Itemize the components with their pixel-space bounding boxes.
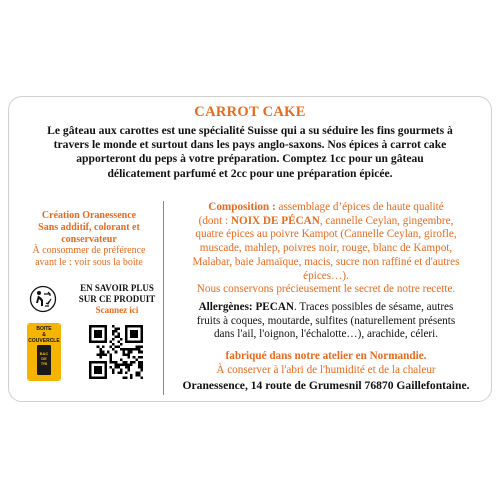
scan-here: Scannez ici	[95, 305, 139, 315]
bin-line-2: DE	[41, 356, 47, 361]
allergen-highlight: NOIX DE PÉCAN	[230, 214, 320, 227]
sorting-badge	[27, 323, 61, 381]
sorting-bin-icon	[37, 345, 51, 375]
made-in: fabriqué dans notre atelier en Normandie.	[225, 350, 427, 363]
product-title: CARROT CAKE	[194, 104, 306, 120]
triman-recycling-icon	[29, 285, 57, 313]
best-before-line-2: avant le : voir sous la boite	[35, 257, 143, 269]
composition-line-3: quatre épices au poivre Kampot (Cannelle Ceylan, girofle,	[195, 228, 457, 241]
composition-line-4: muscade, mahlep, poivres noir, rouge, blanc de Kampot,	[199, 242, 453, 255]
more-info-line-2: SUR CE PRODUIT	[78, 294, 156, 304]
composition-line-7: Nous conservons précieusement le secret de notre recette.	[196, 283, 456, 296]
intro-line-3: apporteront du peps à votre préparation. Comptez 1cc pour un gâteau	[76, 152, 424, 166]
composition-label: Composition :	[208, 201, 276, 213]
allergens-text-1: . Traces possibles de sésame, autres	[293, 300, 454, 313]
composition-line-2	[171, 215, 481, 229]
badge-line-3: COUVERCLE	[28, 338, 60, 344]
allergens-line-1	[171, 301, 481, 315]
bin-text	[37, 351, 51, 366]
product-details	[171, 201, 481, 377]
badge-line-2: &	[42, 332, 46, 338]
badge-line-1: BOITE	[36, 326, 52, 332]
brand-name: Création Oranessence	[41, 210, 137, 221]
intro-line-1: Le gâteau aux carottes est une spécialité Suisse qui a su séduire les fins gourmets à	[47, 124, 453, 137]
more-info	[71, 283, 163, 316]
claim-line-2: conservateur	[61, 233, 117, 245]
intro-line-2: travers le monde et surtout dans les pays anglo-saxons. Nos épices à carrot cake	[53, 138, 447, 152]
column-divider	[163, 201, 164, 395]
allergens-line-3: dans l'ail, l'oignon, l'échalotte…), arachide, céleri.	[213, 328, 439, 341]
product-description	[21, 124, 479, 181]
intro-line-4: délicatement parfumé et 2cc pour une préparation épicée.	[107, 166, 393, 180]
best-before-line-1: À consommer de préférence	[32, 245, 146, 257]
storage-advice: À conserver à l'abri de l'humidité et de la chaleur	[216, 363, 436, 376]
bin-line-3: TRI	[40, 361, 48, 366]
composition-text-1: assemblage d’épices de haute qualité	[275, 201, 444, 213]
allergens-label: Allergènes: PECAN	[198, 300, 294, 313]
company-address: Oranessence, 14 route de Grumesnil 76870 Gaillefontaine.	[182, 379, 470, 392]
allergens-line-2: fruits à coques, moutarde, sulfites (naturellement présents	[196, 314, 456, 327]
composition-text-2c: , cannelle Ceylan, gingembre,	[319, 214, 454, 227]
brand-info	[21, 210, 157, 269]
claim-line-1: Sans additif, colorant et	[38, 221, 140, 233]
composition-text-2a: (dont :	[198, 214, 231, 227]
badge-text	[27, 326, 61, 344]
qr-code[interactable]	[89, 325, 143, 379]
product-label	[8, 96, 492, 402]
composition-line-5: Malabar, baie Jamaïque, macis, sucre non raffiné et d'autres	[192, 255, 460, 268]
composition-line-6: épices…).	[303, 269, 349, 282]
bin-line-1: BAC	[39, 351, 49, 356]
composition-line-1	[171, 201, 481, 215]
more-info-line-1: EN SAVOIR PLUS	[80, 283, 154, 293]
